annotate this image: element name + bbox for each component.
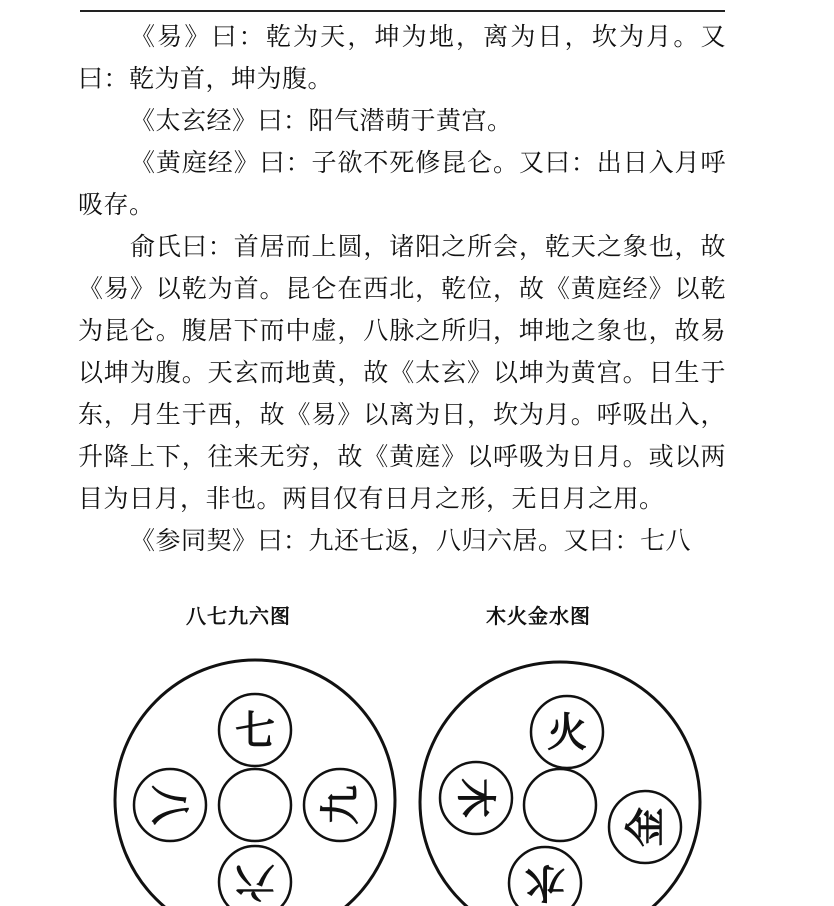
label-right-left: 九 (318, 785, 364, 825)
caption-left-figure: 八七九六图 (186, 604, 291, 628)
center-circle-right (524, 769, 596, 841)
label-bottom-left: 六 (235, 858, 275, 904)
figure-right (420, 662, 700, 906)
center-circle-left (219, 769, 291, 841)
top-rule (80, 10, 725, 12)
paragraph-yi: 《易》曰：乾为天，坤为地，离为日，坎为月。又曰：乾为首，坤为腹。 (78, 22, 726, 93)
label-top-right: 火 (547, 710, 587, 756)
label-right-right: 金 (623, 807, 669, 847)
diagram-figures (0, 640, 834, 906)
paragraph-cantongqi: 《参同契》曰：九还七返，八归六居。又曰：七八 (130, 526, 692, 555)
label-left-right: 木 (452, 778, 498, 818)
paragraph-yu-commentary: 俞氏曰：首居而上圆，诸阳之所会，乾天之象也，故《易》以乾为首。昆仑在西北，乾位，故《黄庭经》以乾为昆仑。腹居下而中虚，八脉之所归，坤地之象也，故易以坤为腹。天玄而地黄，故《太玄》以坤为黄宫。日生于东，月生于西，故《易》以离为日，坎为月。呼吸出入，升降上下，往来无穷，故《黄庭》以呼吸为日月。或以两目为日月，非也。两目仅有日月之形，无日月之用。 (78, 232, 726, 513)
paragraph-huangting: 《黄庭经》曰：子欲不死修昆仑。又曰：出日入月呼吸存。 (78, 148, 726, 219)
label-top-left: 七 (235, 708, 275, 754)
label-left-left: 八 (146, 785, 192, 825)
caption-right-figure: 木火金水图 (486, 604, 591, 628)
body-text (78, 16, 726, 562)
paragraph-taixuan: 《太玄经》曰：阳气潜萌于黄宫。 (130, 106, 513, 135)
figure-left (115, 660, 395, 906)
label-bottom-right: 水 (525, 859, 565, 905)
